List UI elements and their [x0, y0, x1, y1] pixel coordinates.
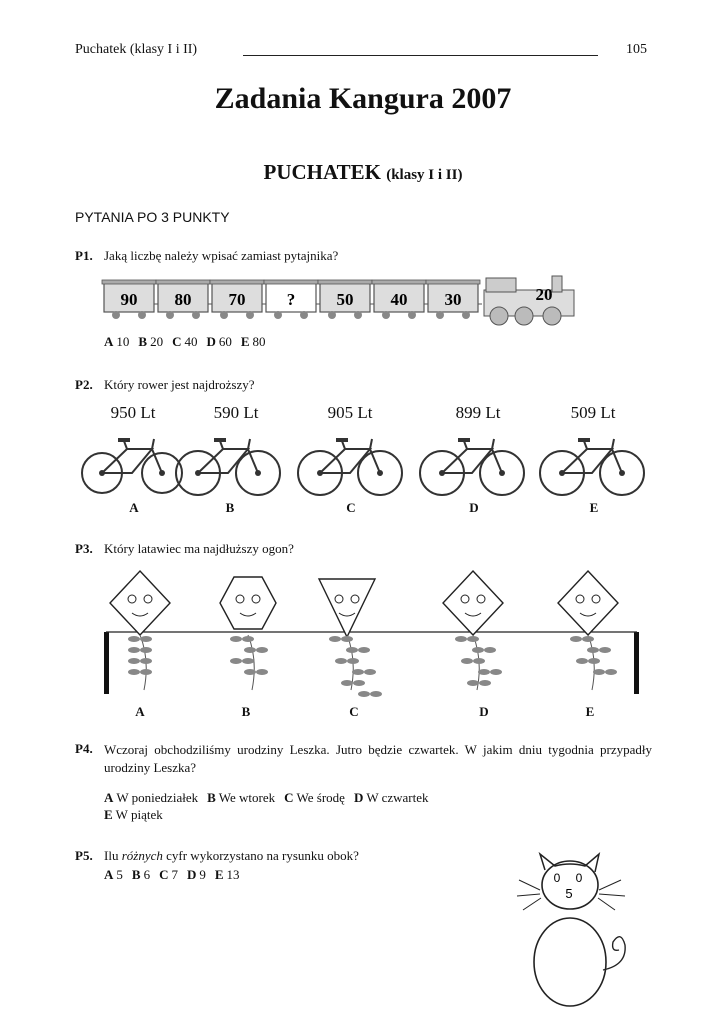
kite	[319, 579, 382, 697]
wagon	[318, 280, 374, 319]
bicycle	[298, 438, 402, 495]
question-text: Który latawiec ma najdłuższy ogon?	[104, 541, 294, 556]
answer-letter: B	[138, 334, 148, 349]
price-e: 509 Lt	[570, 403, 616, 422]
bike-letter-e: E	[589, 500, 599, 515]
price-d: 899 Lt	[455, 403, 501, 422]
answer-option	[187, 867, 206, 882]
wagon	[426, 280, 482, 319]
answer-letter: E	[104, 807, 113, 822]
bicycle	[176, 438, 280, 495]
kite	[110, 571, 170, 690]
wagon-number: 30	[444, 290, 462, 309]
wagon	[372, 280, 428, 319]
kite-letter-a: A	[135, 704, 145, 719]
answers-p5	[104, 867, 249, 883]
wagon-number: 80	[174, 290, 192, 309]
answer-letter: C	[159, 867, 169, 882]
wagon	[102, 280, 158, 319]
page-title: Zadania Kangura 2007	[214, 82, 512, 115]
cat-drawing	[515, 850, 635, 1010]
answer-letter: A	[104, 334, 114, 349]
kite-letter-b: B	[241, 704, 251, 719]
answer-letter: B	[207, 790, 216, 805]
answer-value: 7	[171, 867, 178, 882]
subtitle-main: PUCHATEK	[263, 160, 381, 184]
bike-letter-c: C	[346, 500, 356, 515]
kite	[558, 571, 618, 690]
kite	[443, 571, 503, 690]
kites-illustration	[100, 565, 645, 700]
question-text: Który rower jest najdroższy?	[104, 377, 255, 392]
train-illustration	[104, 272, 584, 328]
answer-value: We środę	[296, 790, 345, 805]
question-p3	[75, 541, 294, 557]
answer-letter: D	[353, 790, 364, 805]
header-rule	[243, 55, 598, 56]
cat-digit-eye-right: 0	[575, 871, 583, 885]
wagon	[264, 280, 320, 319]
answer-letter: C	[172, 334, 182, 349]
answer-option	[284, 790, 345, 805]
question-text-before: Ilu	[104, 848, 122, 863]
subtitle-small: (klasy I i II)	[386, 167, 463, 183]
page-number: 105	[626, 42, 647, 57]
answer-option	[207, 790, 275, 805]
question-p1	[75, 248, 338, 264]
answer-letter: D	[186, 867, 197, 882]
wagon-number: 90	[120, 290, 138, 309]
cat-digit-eye-left: 0	[553, 871, 561, 885]
kite	[220, 577, 276, 690]
answers-p4	[104, 789, 524, 823]
question-number: P5.	[75, 848, 93, 863]
bicycle	[540, 438, 644, 495]
bicycle	[420, 438, 524, 495]
cat-digit-nose: 5	[565, 886, 573, 901]
left-post	[104, 632, 109, 694]
answer-value: 80	[252, 334, 266, 349]
question-number-p4: P4.	[75, 741, 93, 756]
bike-letter-a: A	[129, 500, 139, 515]
bike-letter-d: D	[469, 500, 479, 515]
question-text-after: cyfr wykorzystano na rysunku obok?	[162, 848, 359, 863]
answer-value: 13	[226, 867, 240, 882]
bike-letter-b: B	[225, 500, 235, 515]
wagon-number: 50	[336, 290, 354, 309]
kite-letter-d: D	[479, 704, 489, 719]
price-c: 905 Lt	[327, 403, 373, 422]
answer-value: 60	[218, 334, 232, 349]
question-text: Jaką liczbę należy wpisać zamiast pytajnika?	[104, 248, 339, 263]
answer-value: 6	[143, 867, 151, 882]
right-post	[634, 632, 639, 694]
wagon-number: ?	[286, 290, 296, 309]
answer-option	[241, 334, 266, 349]
wagon-number: 70	[228, 290, 246, 309]
answer-letter: B	[131, 867, 141, 882]
answer-value: 20	[150, 334, 164, 349]
section-heading: PYTANIA PO 3 PUNKTY	[75, 209, 230, 225]
kite-letter-c: C	[349, 704, 359, 719]
wagon	[156, 280, 212, 319]
running-header: Puchatek (klasy I i II)	[75, 42, 198, 57]
answer-option	[104, 807, 163, 822]
answer-option	[159, 867, 178, 882]
page-subtitle	[0, 160, 726, 185]
answer-option	[215, 867, 240, 882]
kite-letter-e: E	[585, 704, 595, 719]
wagon-number: 40	[390, 290, 408, 309]
answer-option	[354, 790, 429, 805]
answer-letter: E	[214, 867, 224, 882]
answer-value: 5	[116, 867, 123, 882]
answer-option	[104, 790, 198, 805]
answers-p1	[104, 334, 275, 350]
answer-value: 9	[199, 867, 206, 882]
answer-letter: A	[104, 790, 114, 805]
answer-option	[172, 334, 197, 349]
answer-value: 40	[184, 334, 198, 349]
question-p5	[75, 848, 359, 864]
answer-option	[104, 867, 123, 882]
answer-value: W piątek	[115, 807, 163, 822]
question-number: P1.	[75, 248, 93, 263]
answer-option	[206, 334, 231, 349]
answer-letter: C	[284, 790, 294, 805]
answer-option	[104, 334, 129, 349]
answer-value: W czwartek	[366, 790, 429, 805]
wagon	[210, 280, 266, 319]
question-number: P3.	[75, 541, 93, 556]
answer-value: W poniedziałek	[116, 790, 199, 805]
answer-letter: D	[206, 334, 216, 349]
answer-option	[138, 334, 163, 349]
question-text-emphasis: różnych	[121, 848, 163, 863]
question-p2	[75, 377, 255, 393]
wagons	[102, 280, 482, 319]
price-b: 590 Lt	[213, 403, 259, 422]
bicycle	[82, 438, 182, 493]
answer-value: 10	[116, 334, 130, 349]
price-a: 950 Lt	[110, 403, 156, 422]
question-text-p4: Wczoraj obchodziliśmy urodziny Leszka. Jutro będzie czwartek. W jakim dniu tygodnia przypadły urodziny Leszka?	[104, 742, 652, 775]
answer-letter: A	[104, 867, 114, 882]
locomotive	[484, 276, 574, 325]
question-number: P2.	[75, 377, 93, 392]
engine-number: 20	[535, 285, 553, 304]
answer-option	[132, 867, 150, 882]
answer-value: We wtorek	[218, 790, 276, 805]
bicycles-illustration	[100, 425, 660, 500]
answer-letter: E	[240, 334, 250, 349]
